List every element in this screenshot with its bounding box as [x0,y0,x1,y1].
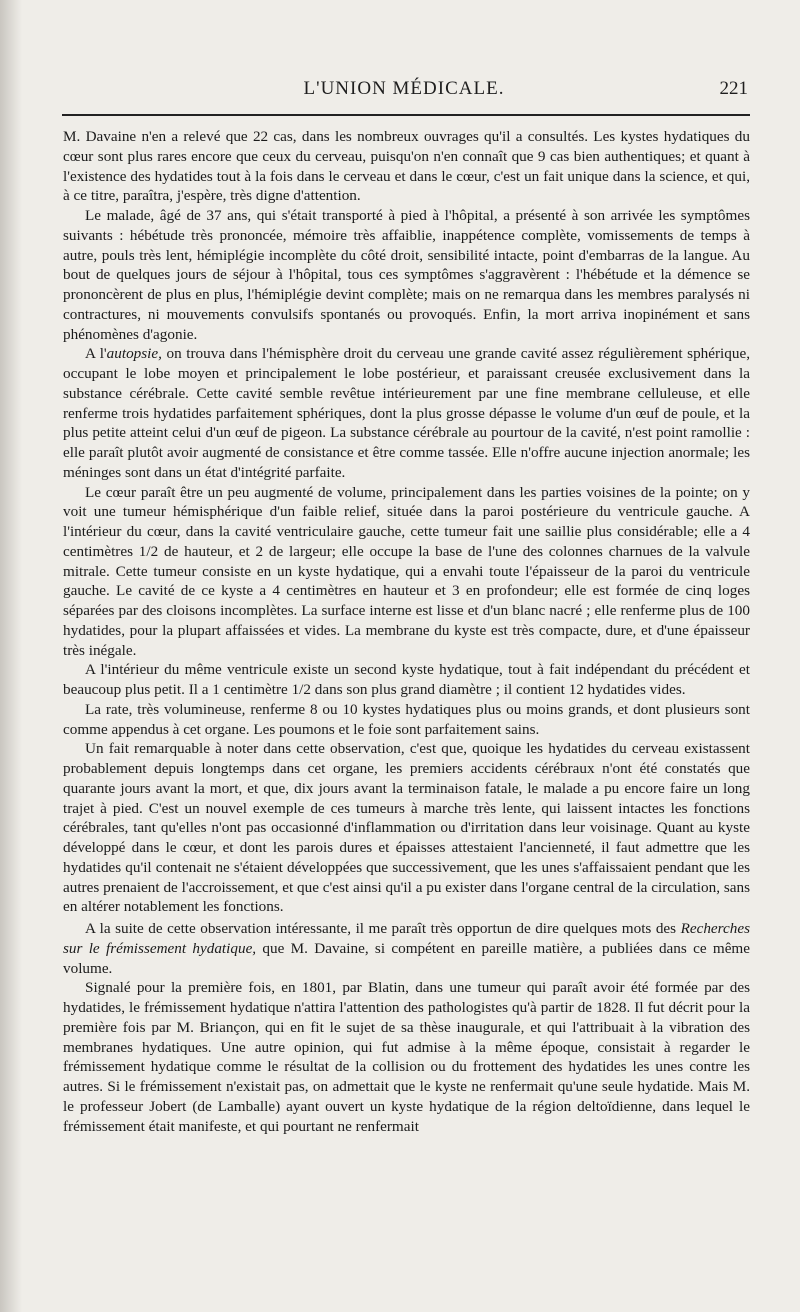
paragraph-text: La rate, très volumineuse, renferme 8 ou 10 kystes hydatiques plus ou moins grands, et dont plusieurs sont comme appendus à cet organe. Les poumons et le foie sont parfaitement sains. [63,700,750,738]
paragraph-text: que M. Davaine, si compétent en pareille matière, a publiées dans ce même volume. [63,939,750,977]
italic-title: Recherches sur le frémissement hydatique, [63,920,750,957]
running-title: L'UNION MÉDICALE. [303,78,505,99]
paragraph [63,739,750,917]
paragraph [63,127,750,206]
paragraph-text: Le cœur paraît être un peu augmenté de volume, principalement dans les parties voisines de la pointe; on y voit une tumeur hémisphérique d'un faible relief, située dans la paroi postérieure du ventricule gauche. A l'intérieur du cœur, dans la cavité ventriculaire gauche, cette tumeur fait une saillie plus considérable; elle a 4 centimètres 1/2 de hauteur, et 2 de largeur; elle occupe la base de l'une des colonnes charnues de la valvule mitrale. Cette tumeur consiste en un kyste hydatique, qui a envahi toute l'épaisseur de la paroi du ventricule gauche. Le cavité de ce kyste a 4 centimètres en hauteur et 3 en profondeur; elle est formée de cinq loges séparées par des cloisons incomplètes. La surface interne est lisse et d'un blanc nacré ; elle renferme plus de 100 hydatides, pour la plupart affaissées et vides. La membrane du kyste est très compacte, dure, et d'une épaisseur très inégale. [63,483,750,659]
paragraph [63,700,750,740]
page-header [60,78,748,106]
paragraph-text: Signalé pour la première fois, en 1801, par Blatin, dans une tumeur qui paraît avoir été formée par des hydatides, le frémissement hydatique n'attira l'attention des pathologistes qu'à partir de 1828. Il fut décrit pour la première fois par M. Briançon, qui en fit le sujet de sa thèse inaugurale, et qui l'attribuait à la vibration des membranes hydatiques. Une autre opinion, qui fut admise à la même époque, consistait à regarder le frémissement hydatique comme le résultat de la collision ou du frottement des hydatides les unes contre les autres. Si le frémissement n'existait pas, on admettait que le kyste ne renfermait qu'une seule hydatide. Mais M. le professeur Jobert (de Lamballe) ayant ouvert un kyste hydatique de la région deltoïdienne, dans lequel le frémissement était manifeste, et qui pourtant ne renfermait [63,979,750,1135]
paragraph [63,483,750,661]
paragraph [63,919,750,978]
paragraph-lead: A la suite de cette observation intéressante, il me paraît très opportun de dire quelques mots des [85,920,681,937]
paragraph [63,978,750,1136]
paragraph-text: on trouva dans l'hémisphère droit du cerveau une grande cavité assez régulièrement sphérique, occupant le lobe moyen et principalement le lobe postérieur, et paraissant creusée exclusivement dans la substance cérébrale. Cette cavité semble revêtue intérieurement par une fine membrane celluleuse, et elle renferme trois hydatides parfaitement sphériques, dont la plus grosse dépasse le volume d'un œuf de poule, et la plus petite atteint celui d'un œuf de pigeon. La substance cérébrale au pourtour de la cavité, n'est point ramollie : elle paraît plutôt avoir augmenté de consistance et être comme tassée. Elle n'offre aucune injection anormale; les méninges sont dans un état d'intégrité parfaite. [63,345,750,481]
paragraph [63,660,750,700]
paragraph [63,206,750,344]
paragraph-text: M. Davaine n'en a relevé que 22 cas, dans les nombreux ouvrages qu'il a consultés. Les kystes hydatiques du cœur sont plus rares encore que ceux du cerveau, puisqu'on n'en connaît que 9 cas bien authentiques; et quant à l'existence des hydatides tout à la fois dans le cerveau et dans le cœur, c'est un fait unique dans la science, et qui, à ce titre, paraîtra, j'espère, très digne d'attention. [63,128,750,205]
paragraph-lead: A l' [85,345,107,363]
page-number: 221 [719,78,748,99]
paragraph [63,344,750,482]
paragraph-text: A l'intérieur du même ventricule existe un second kyste hydatique, tout à fait indépendant du précédent et beaucoup plus petit. Il a 1 centimètre 1/2 dans son plus grand diamètre ; il contient 12 hydatides vides. [63,661,750,698]
header-rule [62,114,750,116]
italic-term: autopsie, [106,345,162,363]
paragraph-text: Le malade, âgé de 37 ans, qui s'était transporté à pied à l'hôpital, a présenté à son arrivée les symptômes suivants : hébétude très prononcée, mémoire très affaiblie, inappétence complète, vomissements de temps à autre, pouls très lent, hémiplégie incomplète du côté droit, sensibilité intacte, point d'embarras de la langue. Au bout de quelques jours de séjour à l'hôpital, tous ces symptômes s'aggravèrent : l'hébétude et la démence se prononcèrent de plus en plus, l'hémiplégie devint complète; mais on ne remarqua dans les membres paralysés ni contractures, ni mouvements convulsifs spontanés ou provoqués. Enfin, la mort arriva inopinément et sans phénomènes d'agonie. [63,207,750,343]
article-body [63,127,750,1136]
page-edge-shadow [0,0,22,1312]
paragraph-text: Un fait remarquable à noter dans cette observation, c'est que, quoique les hydatides du cerveau existassent probablement depuis longtemps dans cet organe, les premiers accidents cérébraux n'ont été constatés que quarante jours avant la mort, et que, dix jours avant la terminaison fatale, le malade a pu encore faire un long trajet à pied. C'est un nouvel exemple de ces tumeurs à marche très lente, qui laissent intactes les fonctions cérébrales, tant qu'elles n'ont pas occasionné d'inflammation ou d'irritation dans leur voisinage. Quant au kyste développé dans le cœur, et dont les parois dures et épaisses attestaient l'ancienneté, il faut admettre que les hydatides qu'il contenait ne s'étaient développées que successivement, que les unes s'affaissaient pendant que les autres prenaient de l'accroissement, et que c'est ainsi qu'il a pu exister dans l'organe central de la circulation, sans en altérer notablement les fonctions. [63,740,750,916]
